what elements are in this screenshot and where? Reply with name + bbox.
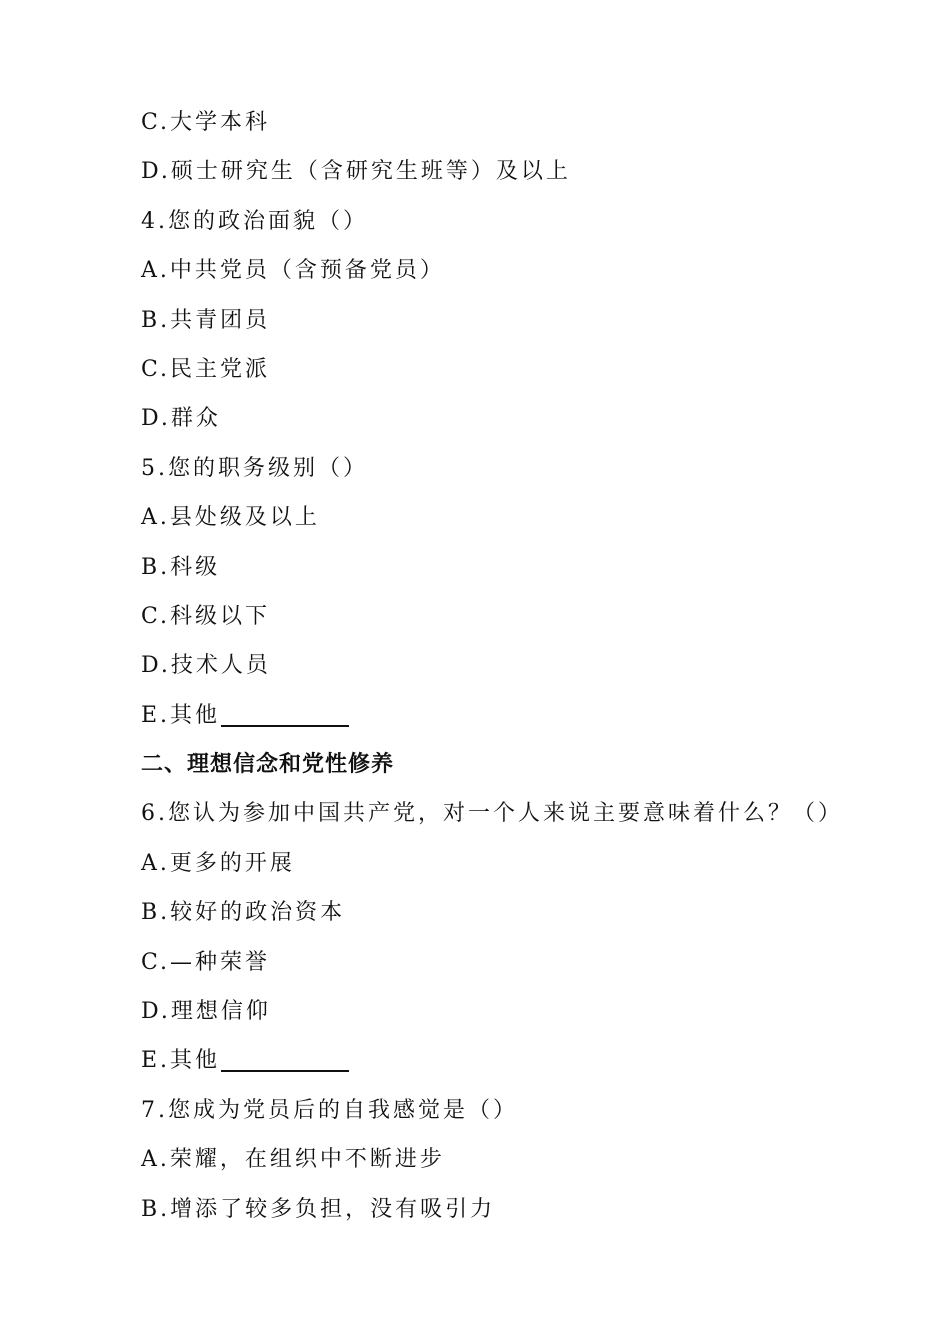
line-text: C.大学本科 (141, 110, 271, 135)
option-d-technical-staff (141, 641, 901, 690)
fill-in-blank (221, 1044, 349, 1072)
option-b-section-level (141, 543, 901, 592)
option-c-honor (141, 938, 901, 987)
line-text: D.技术人员 (141, 653, 271, 679)
option-b-league-member (141, 296, 901, 345)
line-text: C.民主党派 (141, 356, 271, 382)
option-a-more-development (141, 839, 901, 888)
line-text: B.较好的政治资本 (141, 900, 346, 926)
line-text: 6.您认为参加中国共产党，对一个人来说主要意味着什么？（） (141, 801, 843, 827)
option-c-bachelor (141, 98, 901, 147)
option-d-master (141, 147, 901, 196)
question-7 (141, 1086, 901, 1135)
option-b-more-burden (141, 1185, 901, 1234)
question-4 (141, 197, 901, 246)
option-a-honor-progress (141, 1135, 901, 1184)
section-heading (141, 740, 901, 789)
line-text: B.科级 (141, 554, 221, 580)
line-text: D.理想信仰 (141, 999, 271, 1025)
question-6 (141, 789, 901, 838)
option-d-masses (141, 394, 901, 443)
line-text: E.其他 (141, 702, 221, 728)
line-text: E.其他 (141, 1048, 221, 1074)
line-text: C.—种荣誉 (141, 949, 271, 975)
option-c-democratic-party (141, 345, 901, 394)
question-5 (141, 444, 901, 493)
line-text: A.县处级及以上 (141, 505, 320, 531)
line-text: D.群众 (141, 406, 221, 432)
line-text: 4.您的政治面貌（） (141, 208, 368, 234)
document-body (141, 98, 901, 1234)
line-text: C.科级以下 (141, 603, 271, 629)
option-e-other (141, 1036, 901, 1085)
line-text: A.更多的开展 (141, 850, 295, 876)
line-text: 7.您成为党员后的自我感觉是（） (141, 1097, 518, 1123)
heading-text: 二、理想信念和党性修养 (141, 752, 395, 778)
option-c-below-section (141, 592, 901, 641)
line-text: B.增添了较多负担，没有吸引力 (141, 1196, 496, 1222)
line-text: 5.您的职务级别（） (141, 455, 368, 481)
option-e-other (141, 691, 901, 740)
fill-in-blank (221, 699, 349, 727)
line-text: A.荣耀，在组织中不断进步 (141, 1147, 445, 1173)
line-text: D.硕士研究生（含研究生班等）及以上 (141, 159, 571, 185)
option-b-political-capital (141, 888, 901, 937)
option-a-county-level (141, 493, 901, 542)
option-d-ideal-belief (141, 987, 901, 1036)
line-text: B.共青团员 (141, 307, 271, 333)
option-a-party-member (141, 246, 901, 295)
line-text: A.中共党员（含预备党员） (141, 258, 445, 284)
